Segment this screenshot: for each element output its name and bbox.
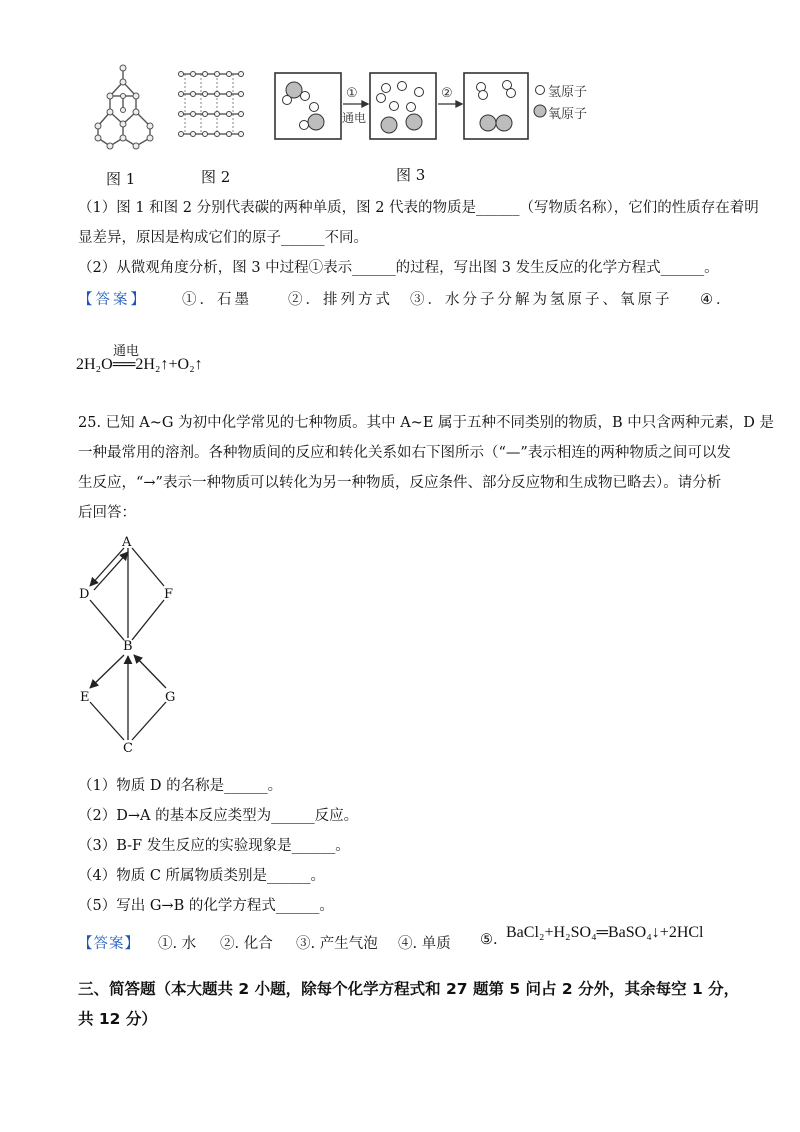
figure-3-water-electrolysis bbox=[274, 70, 530, 148]
legend-oxygen-label: 氧原子 bbox=[548, 107, 588, 122]
answer-tag: 【答案】 bbox=[78, 936, 140, 952]
q24-answer-4: ④． bbox=[700, 292, 734, 308]
figure-2-graphite-layers bbox=[175, 70, 247, 142]
answer-tag: 【答案】 bbox=[78, 292, 148, 308]
q25-stem-line3: 生反应，“→”表示一种物质可以转化为另一种物质，反应条件、部分反应物和生成物已略去）。请分析 bbox=[78, 475, 722, 491]
legend-hydrogen-icon bbox=[534, 84, 546, 96]
figure-1-label: 图 1 bbox=[106, 170, 136, 188]
q25-answer-5: ⑤. bbox=[480, 932, 498, 948]
q24-equation-condition: 通电 bbox=[113, 343, 140, 358]
node-G: G bbox=[165, 690, 176, 705]
legend-oxygen-icon bbox=[533, 104, 547, 118]
q24-answer-2: ②．排列方式 bbox=[288, 292, 393, 308]
q24-part1-line2: 显差异，原因是构成它们的原子______不同。 bbox=[78, 230, 368, 246]
node-D: D bbox=[79, 587, 90, 602]
section-3-heading-line1: 三、简答题（本大题共 2 小题，除每个化学方程式和 27 题第 5 问占 2 分外，其余每空 1 分， bbox=[78, 980, 740, 998]
q24-answer-row bbox=[78, 288, 734, 309]
step-1-condition: 通电 bbox=[342, 111, 367, 125]
figure-1-diamond-structure bbox=[90, 62, 160, 150]
q24-answer-1: ①．石墨 bbox=[182, 292, 252, 308]
q24-part1-line1: （1）图 1 和图 2 分别代表碳的两种单质，图 2 代表的物质是______（写物质名称），它们的性质存在着明 bbox=[78, 200, 759, 216]
q25-stem-line4: 后回答： bbox=[78, 505, 136, 521]
q25-question-3: （3）B-F 发生反应的实验现象是______。 bbox=[78, 838, 350, 854]
q24-part2: （2）从微观角度分析，图 3 中过程①表示______的过程，写出图 3 发生反应的化学方程式______。 bbox=[78, 260, 719, 276]
node-A: A bbox=[122, 535, 132, 550]
node-E: E bbox=[80, 690, 90, 705]
node-C: C bbox=[123, 741, 133, 756]
figure-2-label: 图 2 bbox=[201, 168, 231, 186]
node-F: F bbox=[164, 587, 174, 602]
node-B: B bbox=[123, 639, 133, 654]
q25-answer-3: ③. 产生气泡 bbox=[296, 936, 378, 952]
q25-answer-1: ①. 水 bbox=[158, 936, 197, 952]
q25-question-5: （5）写出 G→B 的化学方程式______。 bbox=[78, 898, 334, 914]
q24-equation: 2H₂O══2H₂↑+O₂↑ bbox=[76, 356, 203, 373]
q25-question-2: （2）D→A 的基本反应类型为______反应。 bbox=[78, 808, 359, 824]
q24-answer-3: ③．水分子分解为氢原子、氧原子 bbox=[410, 292, 673, 308]
q25-equation: BaCl₂+H₂SO₄═BaSO₄↓+2HCl bbox=[506, 924, 704, 941]
section-3-heading-line2: 共 12 分） bbox=[78, 1010, 157, 1028]
step-1-marker: ① bbox=[346, 86, 358, 101]
figure-3-label: 图 3 bbox=[396, 166, 426, 184]
q25-stem-line2: 一种最常用的溶剂。各种物质间的反应和转化关系如右下图所示（“—”表示相连的两种物质之间可以发 bbox=[78, 445, 731, 461]
q25-question-1: （1）物质 D 的名称是______。 bbox=[78, 778, 283, 794]
legend-hydrogen-label: 氢原子 bbox=[548, 85, 588, 100]
q25-question-4: （4）物质 C 所属物质类别是______。 bbox=[78, 868, 326, 884]
step-2-marker: ② bbox=[441, 86, 453, 101]
q25-answer-4: ④. 单质 bbox=[398, 936, 451, 952]
q25-answer-2: ②. 化合 bbox=[220, 936, 273, 952]
q25-stem-line1: 25. 已知 A~G 为初中化学常见的七种物质。其中 A~E 属于五种不同类别的物质，B 中只含两种元素，D 是 bbox=[78, 415, 775, 431]
